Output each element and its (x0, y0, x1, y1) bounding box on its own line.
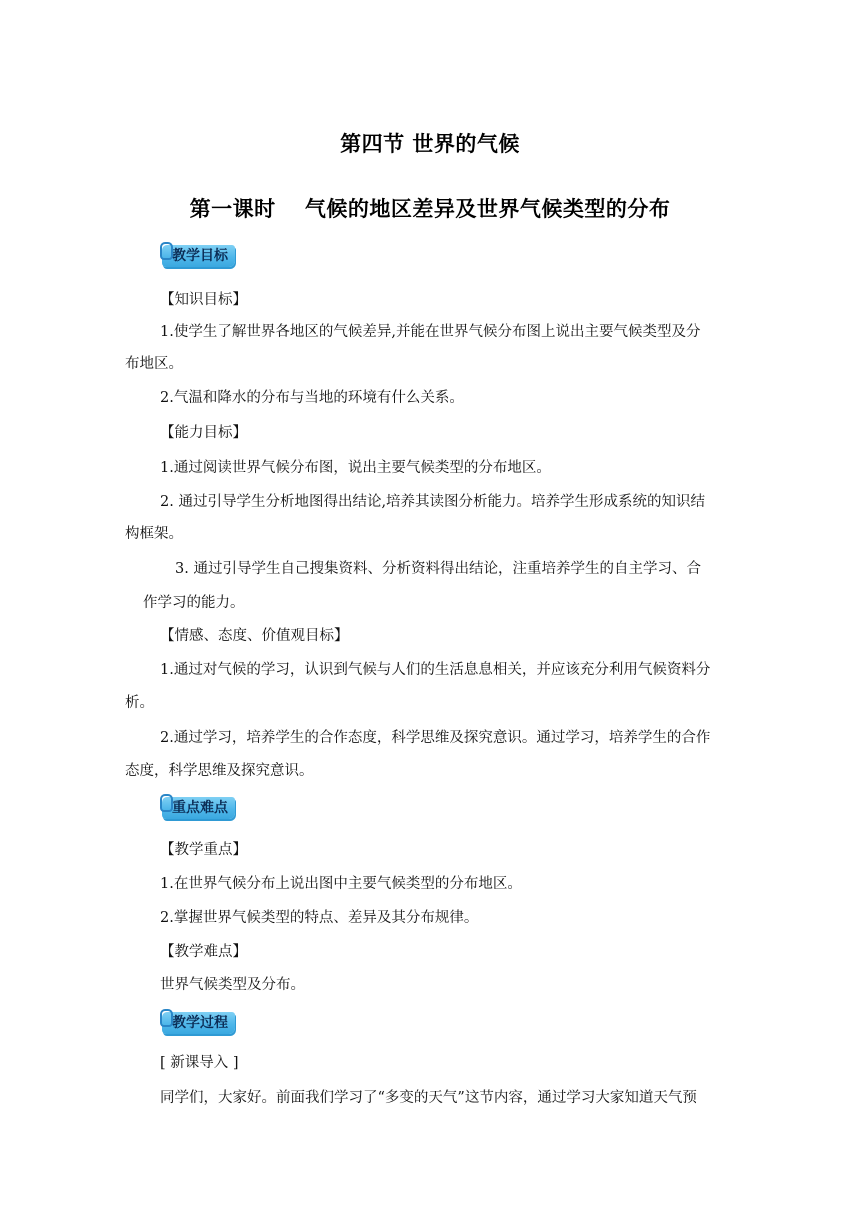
paperclip-icon (160, 794, 173, 812)
heading-attitude-goals: 【情感、态度、价值观目标】 (160, 628, 349, 644)
paragraph-line: 世界气候类型及分布。 (160, 977, 305, 993)
section-badge-label: 重点难点 (172, 800, 228, 816)
paragraph-line: 1.在世界气候分布上说出图中主要气候类型的分布地区。 (160, 876, 522, 892)
paragraph-line: 2. 通过引导学生分析地图得出结论,培养其读图分析能力。培养学生形成系统的知识结 (160, 494, 706, 510)
heading-ability-goals: 【能力目标】 (160, 425, 247, 441)
page-title: 第四节 世界的气候 (340, 132, 520, 156)
paragraph-line: 2.气温和降水的分布与当地的环境有什么关系。 (160, 390, 464, 406)
paragraph-line: 2.通过学习，培养学生的合作态度，科学思维及探究意识。通过学习，培养学生的合作 (160, 730, 711, 746)
paragraph-line: 1.通过阅读世界气候分布图，说出主要气候类型的分布地区。 (160, 460, 551, 476)
paragraph-line: 3. 通过引导学生自己搜集资料、分析资料得出结论，注重培养学生的自主学习、合 (175, 561, 701, 577)
heading-knowledge-goals: 【知识目标】 (160, 292, 247, 308)
section-badge-key-points (162, 797, 235, 819)
paragraph-line: 同学们，大家好。前面我们学习了“多变的天气”这节内容，通过学习大家知道天气预 (160, 1090, 697, 1106)
heading-new-lesson-intro: [ 新课导入 ] (160, 1055, 239, 1071)
paragraph-line: 作学习的能力。 (143, 595, 245, 611)
paragraph-line: 构框架。 (125, 526, 183, 542)
paragraph-line: 2.掌握世界气候类型的特点、差异及其分布规律。 (160, 910, 479, 926)
paperclip-icon (160, 1009, 173, 1027)
paragraph-line: 布地区。 (125, 356, 183, 372)
heading-teaching-focus: 【教学重点】 (160, 842, 247, 858)
paperclip-icon (160, 242, 173, 260)
paragraph-line: 1.使学生了解世界各地区的气候差异,并能在世界气候分布图上说出主要气候类型及分 (160, 324, 701, 340)
paragraph-line: 析。 (125, 695, 154, 711)
paragraph-line: 1.通过对气候的学习，认识到气候与人们的生活息息相关，并应该充分利用气候资料分 (160, 662, 711, 678)
section-badge-label: 教学目标 (172, 248, 228, 264)
heading-teaching-difficulty: 【教学难点】 (160, 944, 247, 960)
section-badge-objectives (162, 245, 235, 267)
lesson-subtitle: 第一课时 气候的地区差异及世界气候类型的分布 (189, 197, 671, 221)
section-badge-label: 教学过程 (172, 1015, 228, 1031)
paragraph-line: 态度，科学思维及探究意识。 (125, 763, 314, 779)
section-badge-process (162, 1012, 235, 1034)
